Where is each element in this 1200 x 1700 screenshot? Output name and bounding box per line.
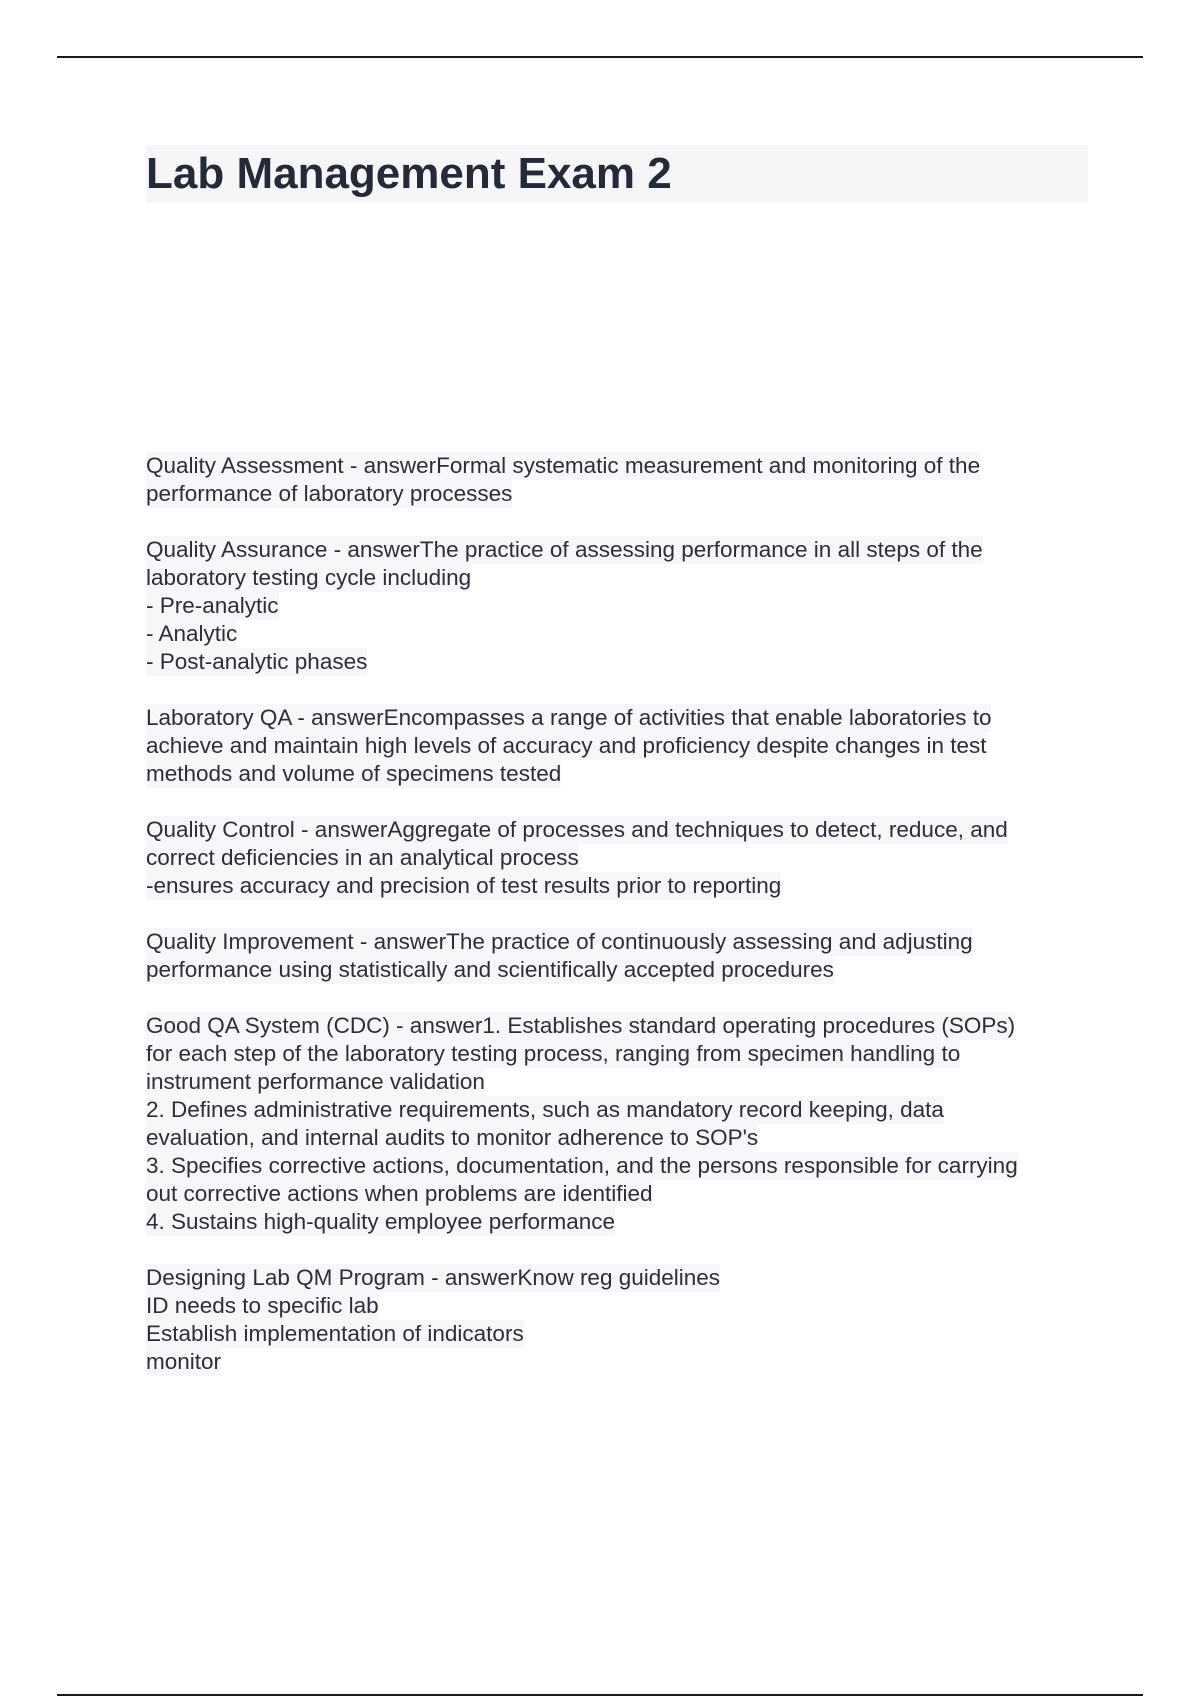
entry-line: 2. Defines administrative requirements, such as mandatory record keeping, data	[146, 1097, 944, 1122]
term-entry-quality-improvement	[146, 928, 1096, 984]
term-entry-designing-lab-qm-program	[146, 1264, 1096, 1376]
flashcard-content	[146, 452, 1096, 1404]
entry-line: evaluation, and internal audits to monitor adherence to SOP's	[146, 1125, 759, 1150]
entry-line: Establish implementation of indicators	[146, 1321, 524, 1346]
entry-line: laboratory testing cycle including	[146, 565, 472, 590]
entry-line: Quality Improvement - answerThe practice of continuously assessing and adjusting	[146, 929, 973, 954]
entry-line: -ensures accuracy and precision of test results prior to reporting	[146, 873, 782, 898]
entry-line: Quality Control - answerAggregate of processes and techniques to detect, reduce, and	[146, 817, 1008, 842]
entry-line: performance of laboratory processes	[146, 481, 513, 506]
entry-line: monitor	[146, 1349, 222, 1374]
term-entry-quality-control	[146, 816, 1096, 900]
page-title: Lab Management Exam 2	[146, 149, 672, 198]
term-entry-quality-assurance	[146, 536, 1096, 676]
term-entry-quality-assessment	[146, 452, 1096, 508]
entry-line: ID needs to specific lab	[146, 1293, 379, 1318]
entry-line: Designing Lab QM Program - answerKnow reg guidelines	[146, 1265, 721, 1290]
entry-line: out corrective actions when problems are identified	[146, 1181, 653, 1206]
entry-line: - Analytic	[146, 621, 238, 646]
entry-line: Laboratory QA - answerEncompasses a range of activities that enable laboratories to	[146, 705, 992, 730]
entry-line: methods and volume of specimens tested	[146, 761, 562, 786]
entry-line: 4. Sustains high-quality employee performance	[146, 1209, 616, 1234]
entry-line: 3. Specifies corrective actions, documentation, and the persons responsible for carrying	[146, 1153, 1018, 1178]
entry-line: Quality Assessment - answerFormal systematic measurement and monitoring of the	[146, 453, 981, 478]
entry-line: for each step of the laboratory testing process, ranging from specimen handling to	[146, 1041, 961, 1066]
term-entry-laboratory-qa	[146, 704, 1096, 788]
entry-line: correct deficiencies in an analytical process	[146, 845, 579, 870]
entry-line: achieve and maintain high levels of accuracy and proficiency despite changes in test	[146, 733, 987, 758]
entry-line: Quality Assurance - answerThe practice of assessing performance in all steps of the	[146, 537, 983, 562]
entry-line: - Post-analytic phases	[146, 649, 368, 674]
entry-line: performance using statistically and scientifically accepted procedures	[146, 957, 834, 982]
top-rule	[57, 56, 1143, 58]
entry-line: - Pre-analytic	[146, 593, 279, 618]
bottom-rule	[57, 1694, 1143, 1696]
entry-line: instrument performance validation	[146, 1069, 485, 1094]
entry-line: Good QA System (CDC) - answer1. Establishes standard operating procedures (SOPs)	[146, 1013, 1016, 1038]
term-entry-good-qa-system	[146, 1012, 1096, 1236]
